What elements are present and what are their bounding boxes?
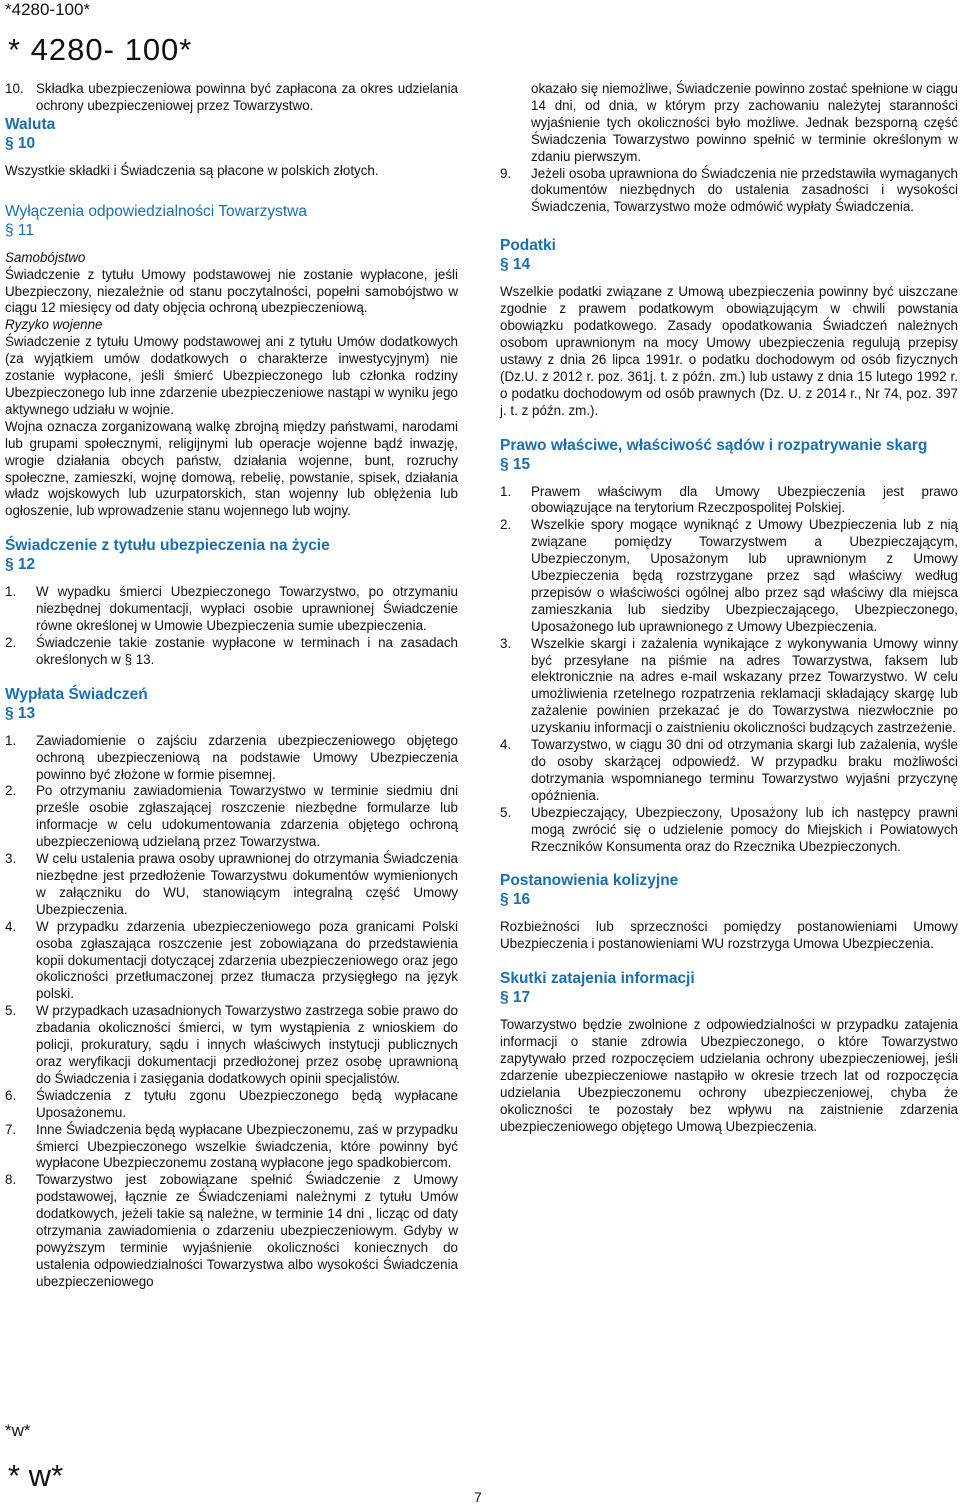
section-number: § 16 <box>500 891 531 909</box>
section-title-life-benefit: Świadczenie z tytułu ubezpieczenia na życie <box>5 537 330 555</box>
right-column <box>500 81 958 1136</box>
list-item <box>5 1003 458 1088</box>
item-number: 5. <box>500 804 512 820</box>
item-number: 6. <box>5 1087 17 1103</box>
law-list <box>500 484 958 856</box>
item-text: W przypadkach uzasadnionych Towarzystwo zastrzega sobie prawo do zbadania okoliczności śmierci, w tym wystąpienia z wnioskiem do policji, prokuratury, sądu i innych właściwych instytucji publicznych oraz weryfikacji dokumentacji przedłożonej przez osobę uprawnioną do Świadczenia i zasięgania dodatkowych opinii specjalistów. <box>36 1003 458 1086</box>
list-item <box>5 81 458 115</box>
item-text: Wszelkie skargi i zażalenia wynikające z wykonywania Umowy winny być przesyłane na piśmie na adres Towarzystwa, faksem lub elektronicznie na adres e-mail wskazany przez Towarzystwo. W celu umożliwienia rzetelnego rozpatrzenia reklamacji składający skargę lub zażalenie powinien przekazać je do Towarzystwa niezwłocznie po uzyskaniu informacji o zaistnieniu okoliczności budzących zastrzeżenie. <box>531 635 958 736</box>
item-number: 9. <box>500 165 512 181</box>
item-number: 3. <box>500 635 512 651</box>
item-number: 4. <box>5 918 17 934</box>
item-number: 2. <box>5 634 17 650</box>
premium-list <box>5 81 458 115</box>
item-text: Świadczenia z tytułu zgonu Ubezpieczonego będą wypłacane Uposażonemu. <box>36 1087 458 1120</box>
list-item <box>500 484 958 518</box>
item-number: 5. <box>5 1003 17 1019</box>
list-item <box>500 805 958 856</box>
item-text: Świadczenie takie zostanie wypłacone w terminach i na zasadach określonych w § 13. <box>36 634 458 667</box>
section-title-law: Prawo właściwe, właściwość sądów i rozpatrywanie skarg <box>500 436 928 454</box>
subheading-suicide: Samobójstwo <box>5 249 86 265</box>
item-number: 8. <box>5 1172 17 1188</box>
list-item <box>5 783 458 851</box>
item-text: Towarzystwo jest zobowiązane spełnić Świadczenie z Umowy podstawowej, łącznie ze Świadczeniami należnymi z tytułu Umów dodatkowych, jeżeli takie są należne, w terminie 14 dni , licząc od daty otrzymania zawiadomienia o zdarzeniu ubezpieczeniowym. Gdyby w powyższym terminie wyjaśnienie okoliczności koniecznych do ustalenia odpowiedzialności Towarzystwa albo wysokości Świadczenia ubezpieczeniowego <box>36 1172 458 1289</box>
section-title-exclusions: Wyłączenia odpowiedzialności Towarzystwa <box>5 202 307 220</box>
item-number: 2. <box>5 783 17 799</box>
item-number: 4. <box>500 737 512 753</box>
item-number: 3. <box>5 851 17 867</box>
list-item <box>5 635 458 669</box>
list-item <box>500 636 958 737</box>
list-item <box>500 166 958 217</box>
item-number: 1. <box>500 483 512 499</box>
paragraph: Rozbieżności lub sprzeczności pomiędzy postanowieniami Umowy Ubezpieczenia i postanowieniami WU rozstrzyga Umowa Ubezpieczenia. <box>500 919 958 952</box>
list-item <box>5 584 458 635</box>
section-title-waluta: Waluta <box>5 115 56 133</box>
paragraph: Świadczenie z tytułu Umowy podstawowej nie zostanie wypłacone, jeśli Ubezpieczony, niezależnie od stanu poczytalności, popełni samobójstwo w ciągu 12 miesięcy od daty objęcia ochroną ubezpieczeniową. <box>5 266 458 316</box>
list-item <box>5 733 458 784</box>
item-text: W wypadku śmierci Ubezpieczonego Towarzystwo, po otrzymaniu niezbędnej dokumentacji, wypłaci osobie uprawnionej Świadczenie równe określonej w Umowie Ubezpieczenia sumie ubezpieczenia. <box>36 584 458 634</box>
section-number: § 13 <box>5 704 36 722</box>
left-column <box>5 81 458 1291</box>
section-number: § 14 <box>500 256 531 274</box>
payout-list <box>5 733 458 1291</box>
item-text: Towarzystwo, w ciągu 30 dni od otrzymania skargi lub zażalenia, wyśle do osoby skarżącej odpowiedź. W przypadku braku możliwości dotrzymania wspomnianego terminu Towarzystwo wyjaśni przyczynę opóźnienia. <box>531 737 958 803</box>
paragraph-continuation: okazało się niemożliwe, Świadczenie powinno zostać spełnione w ciągu 14 dni, od dnia, w którym przy zachowaniu należytej staranności wyjaśnienie tych okoliczności było możliwe. Jednak bezsporną część Świadczenia Towarzystwo powinno spełnić w terminie określonym w zdaniu pierwszym. <box>531 81 958 164</box>
section-number: § 15 <box>500 455 531 473</box>
section-title-conflict: Postanowienia kolizyjne <box>500 872 679 890</box>
item-text: Jeżeli osoba uprawniona do Świadczenia nie przedstawiła wymaganych dokumentów niezbędnych do ustalenia zasadności i wysokości Świadczenia, Towarzystwo może odmówić wypłaty Świadczenia. <box>531 165 958 215</box>
footer-code-small: *w* <box>5 1421 31 1440</box>
list-item <box>500 517 958 635</box>
paragraph: Wszystkie składki i Świadczenia są płacone w polskich złotych. <box>5 162 379 178</box>
section-number: § 17 <box>500 989 531 1007</box>
item-number: 1. <box>5 732 17 748</box>
list-item <box>5 851 458 919</box>
item-text: Zawiadomienie o zajściu zdarzenia ubezpieczeniowego objętego ochroną ubezpieczeniową na podstawie Umowy Ubezpieczenia powinno być złożone w formie pisemnej. <box>36 732 458 782</box>
paragraph: Wojna oznacza zorganizowaną walkę zbrojną między państwami, narodami lub grupami społecznymi, religijnymi lub operacje wojenne bądź inwazję, wrogie działania obcych państw, działania wojenne, bunt, rozruchy społeczne, zamieszki, wojnę domową, rebelię, powstanie, spisek, działania władz wojskowych lub uzurpatorskich, stan wojenny lub oblężenia lub ogłoszenie, lub wprowadzenie stanu wojennego lub wojny. <box>5 418 458 519</box>
footer-code-large: * w* <box>8 1458 64 1493</box>
item-text: Prawem właściwym dla Umowy Ubezpieczenia jest prawo obowiązujące na terytorium Rzeczpospolitej Polskiej. <box>531 483 958 516</box>
paragraph: Świadczenie z tytułu Umowy podstawowej ani z tytułu Umów dodatkowych (za wyjątkiem umów dodatkowych o charakterze inwestycyjnym) nie zostanie wypłacone, jeśli śmierć Ubezpieczonego lub członka rodziny Ubezpieczonego lub inne zdarzenie ubezpieczeniowe nastąpi w wyniku jego aktywnego udziału w wojnie. <box>5 334 458 417</box>
item-number: 2. <box>500 517 512 533</box>
item-text: Składka ubezpieczeniowa powinna być zapłacona za okres udzielania ochrony ubezpieczeniowej przez Towarzystwo. <box>36 81 458 113</box>
item-number: 1. <box>5 584 17 600</box>
barcode-text-small: *4280-100* <box>5 0 91 19</box>
section-title-concealment: Skutki zatajenia informacji <box>500 970 695 988</box>
section-number: § 11 <box>5 221 35 239</box>
item-text: Po otrzymaniu zawiadomienia Towarzystwo w terminie siedmiu dni prześle osobie zgłaszającej roszczenie niezbędne formularze lub informacje w celu udokumentowania zdarzenia objętego ochroną ubezpieczeniową udzielaną przez Towarzystwa. <box>36 783 458 850</box>
list-item <box>5 1088 458 1122</box>
list-item <box>5 1172 458 1290</box>
benefit-list <box>5 584 458 669</box>
item-text: Wszelkie spory mogące wyniknąć z Umowy Ubezpieczenia lub z nią związane pomiędzy Towarzystwem a Ubezpieczającym, Ubezpieczonym, Uposażonym lub uprawnionym z Umowy Ubezpieczenia będą rozstrzygane przez sąd właściwy według przepisów o właściwości ogólnej albo przez sąd właściwy dla miejsca zamieszkania lub siedziby Ubezpieczającego, Ubezpieczonego, Uposażonego lub uprawnionego z Umowy Ubezpieczenia. <box>531 517 958 634</box>
item-text: W przypadku zdarzenia ubezpieczeniowego poza granicami Polski osoba zgłaszająca roszczenie jest zobowiązana do przedstawienia kopii dokumentacji dotyczącej zdarzenia ubezpieczeniowego oraz jego okoliczności przetłumaczonej przez tłumacza przysięgłego na język polski. <box>36 918 458 1002</box>
list-item <box>5 1122 458 1173</box>
item-text: Ubezpieczający, Ubezpieczony, Uposażony lub ich następcy prawni mogą zwrócić się o udzielenie pomocy do Miejskich i Powiatowych Rzeczników Konsumenta oraz do Rzecznika Ubezpieczonych. <box>531 804 958 854</box>
page-number: 7 <box>474 1489 482 1505</box>
item-number: 10. <box>5 81 24 96</box>
subheading-war-risk: Ryzyko wojenne <box>5 317 103 333</box>
section-number: § 12 <box>5 556 36 574</box>
item-number: 7. <box>5 1121 17 1137</box>
item-text: Inne Świadczenia będą wypłacane Ubezpieczonemu, zaś w przypadku śmierci Ubezpieczonego wszelkie świadczenia, które powinny być wypłacone Ubezpieczonemu zostaną wypłacone jego spadkobiercom. <box>36 1121 458 1171</box>
item-text: W celu ustalenia prawa osoby uprawnionej do otrzymania Świadczenia niezbędne jest przedłożenie Towarzystwu dokumentów wymienionych w załączniku do WU, stanowiącym integralną część Umowy Ubezpieczenia. <box>36 851 458 917</box>
section-number: § 10 <box>5 134 36 152</box>
section-title-payout: Wypłata Świadczeń <box>5 685 148 703</box>
payout-list-continued <box>500 166 958 217</box>
section-title-taxes: Podatki <box>500 237 556 255</box>
barcode-text-large: * 4280- 100* <box>8 32 193 67</box>
paragraph: Wszelkie podatki związane z Umową ubezpieczenia powinny być uiszczane zgodnie z prawem podatkowym obowiązującym w chwili powstania obowiązku podatkowego. Zasady opodatkowania Świadczeń należnych osobom uprawnionym na mocy Umowy ubezpieczenia regulują przepisy ustawy z dnia 26 lipca 1991r. o podatku dochodowym od osób fizycznych (Dz.U. z 2012 r. poz. 361j. t. z późn. zm.) lub ustawy z dnia 15 lutego 1992 r. o podatku dochodowym od osób prawnych (Dz. U. z 2014 r., Nr 74, poz. 397 j. t. z późn. zm.). <box>500 284 958 418</box>
paragraph: Towarzystwo będzie zwolnione z odpowiedzialności w przypadku zatajenia informacji o stanie zdrowia Ubezpieczonego, o które Towarzystwo zapytywało przed rozpoczęciem udzielania ochrony ubezpieczeniowej, jeśli zdarzenie ubezpieczeniowe nastąpiło w okresie trzech lat od rozpoczęcia udzielania Ubezpieczonemu ochrony ubezpieczeniowej, chyba że okoliczności te pozostały bez wpływu na zaistnienie zdarzenia ubezpieczeniowego objętego Umową Ubezpieczenia. <box>500 1017 958 1134</box>
list-item <box>500 737 958 805</box>
list-item <box>5 919 458 1004</box>
